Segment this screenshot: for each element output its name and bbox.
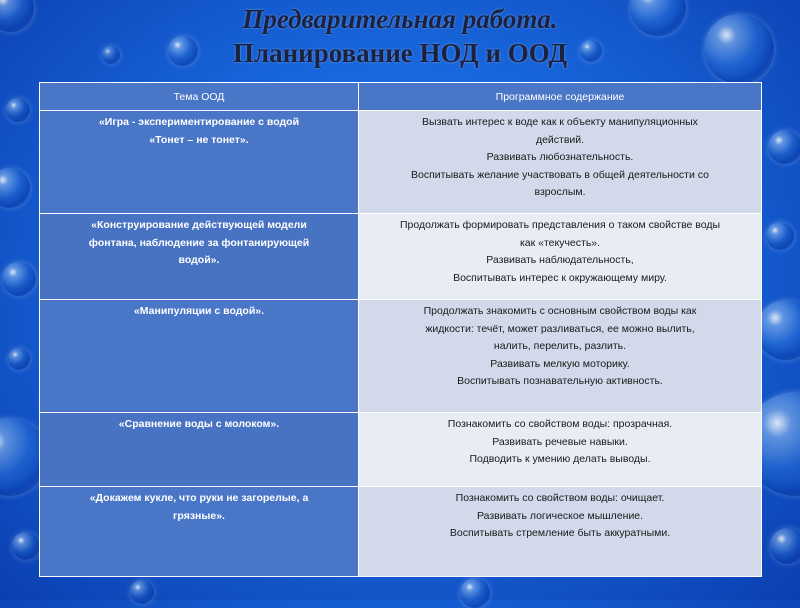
content-line: Продолжать знакомить с основным свойством воды как: [423, 305, 697, 317]
topic-line: «Сравнение воды с молоком».: [118, 418, 280, 430]
bubble-decoration: [460, 578, 490, 608]
content-line: Развивать мелкую моторику.: [490, 357, 630, 370]
header-content: Программное содержание: [359, 83, 762, 111]
content-line: Познакомить со свойством воды: очищает.: [455, 492, 665, 504]
bubble-decoration: [130, 580, 154, 604]
bubble-decoration: [2, 262, 36, 296]
content-line: Развивать речевые навыки.: [492, 435, 628, 448]
topic-line: грязные».: [173, 509, 225, 522]
table-row: [40, 111, 762, 214]
topic-cell: [40, 214, 359, 300]
bubble-decoration: [770, 528, 800, 564]
content-line: Развивать любознательность.: [486, 151, 634, 163]
topic-cell: [40, 487, 359, 577]
content-line: Продолжать формировать представления о таком свойстве воды: [399, 219, 721, 231]
content-cell: [359, 214, 762, 300]
topic-cell: [40, 111, 359, 214]
topic-line: «Конструирование действующей модели: [91, 219, 307, 231]
content-cell: [359, 111, 762, 214]
bubble-decoration: [6, 98, 30, 122]
bubble-decoration: [756, 300, 800, 360]
content-line: Воспитывать интерес к окружающему миру.: [453, 271, 667, 284]
content-cell: [359, 413, 762, 487]
content-line: Воспитывать стремление быть аккуратными.: [449, 527, 671, 539]
content-line: Развивать логическое мышление.: [476, 509, 644, 522]
bubble-decoration: [766, 222, 794, 250]
content-line: Воспитывать желание участвовать в общей деятельности со: [411, 168, 709, 181]
table-row: [40, 214, 762, 300]
bubble-decoration: [8, 348, 30, 370]
table-row: [40, 487, 762, 577]
slide-title: Предварительная работа.: [242, 4, 558, 34]
content-line: Познакомить со свойством воды: прозрачная.: [447, 418, 673, 430]
table-row: [40, 413, 762, 487]
bubble-decoration: [0, 168, 30, 208]
content-line: налить, перелить, разлить.: [493, 340, 627, 352]
content-line: как «текучесть».: [519, 236, 601, 249]
slide-subtitle: Планирование НОД и ООД: [232, 38, 568, 68]
content-cell: [359, 300, 762, 413]
content-line: жидкости: течёт, может разливаться, ее можно вылить,: [425, 322, 695, 335]
content-line: Развивать наблюдательность,: [486, 254, 634, 266]
table-row: [40, 300, 762, 413]
content-line: Воспитывать познавательную активность.: [457, 375, 663, 387]
topic-line: «Тонет – не тонет».: [149, 133, 249, 146]
topic-line: фонтана, наблюдение за фонтанирующей: [88, 236, 310, 249]
content-line: взрослым.: [534, 186, 586, 198]
bubble-decoration: [768, 130, 800, 164]
topic-line: водой».: [178, 254, 220, 266]
bubble-decoration: [12, 532, 40, 560]
topic-cell: [40, 413, 359, 487]
content-line: действий.: [535, 133, 585, 146]
topic-line: «Манипуляции с водой».: [133, 305, 265, 317]
topic-line: «Докажем кукле, что руки не загорелые, а: [89, 492, 309, 504]
topic-line: «Игра - экспериментирование с водой: [98, 116, 300, 128]
header-topic: Тема ООД: [40, 83, 359, 111]
content-line: Подводить к умению делать выводы.: [469, 453, 651, 465]
plan-table: [39, 82, 762, 577]
table-header-row: [40, 83, 762, 111]
content-line: Вызвать интерес к воде как к объекту манипуляционных: [422, 116, 698, 128]
content-cell: [359, 487, 762, 577]
topic-cell: [40, 300, 359, 413]
